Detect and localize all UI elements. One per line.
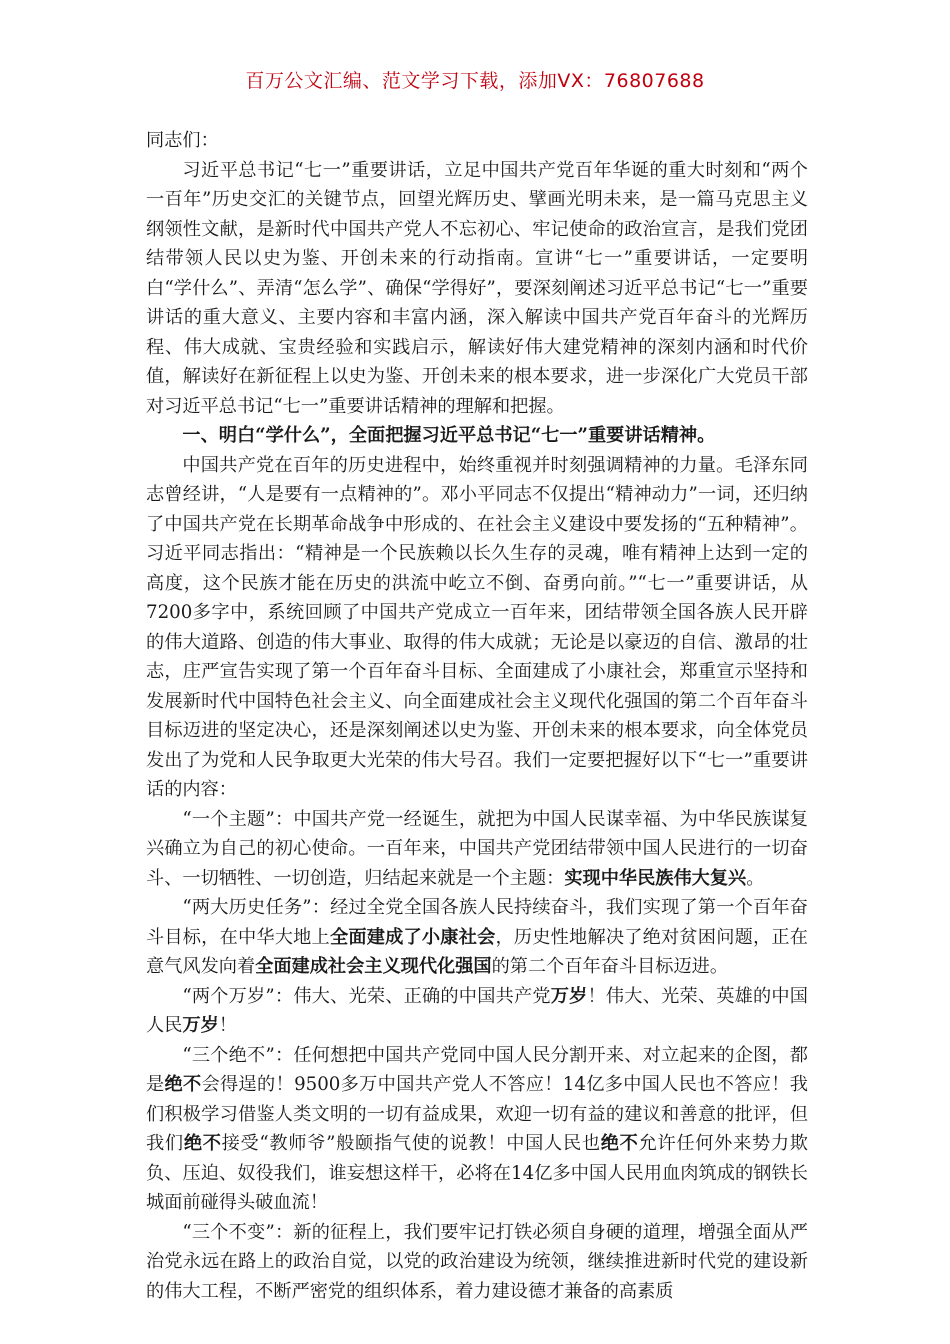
one-theme-text: “一个主题”：中国共产党一经诞生，就把为中国人民谋幸福、为中华民族谋复兴确立为自己的初心使命。一百年来，中国共产党团结带领中国人民进行的一切奋斗、一切牺牲、一切创造，归结起来就是一个主题： [146,808,808,889]
two-tasks-text-3: 的第二个百年奋斗目标迈进。 [491,956,729,977]
long-live-bold-2: 万岁 [182,1015,219,1036]
one-theme-bold: 实现中华民族伟大复兴 [564,867,747,889]
never-text-4: 允许任何外来势力欺负、压迫、奴役我们，谁妄想这样干，必将在14亿多中国人民用血肉筑成的钢铁长城面前碰得头破血流！ [146,1133,808,1213]
intro-paragraph: 习近平总书记“七一”重要讲话，立足中国共产党百年华诞的重大时刻和“两个一百年”历史交汇的关键节点，回望光辉历史、擘画光明未来，是一篇马克思主义纲领性文献，是新时代中国共产党人不忘初心、牢记使命的政治宣言，是我们党团结带领人民以史为鉴、开创未来的行动指南。宣讲“七一”重要讲话，一定要明白“学什么”、弄清“怎么学”、确保“学得好”，要深刻阐述习近平总书记“七一”重要讲话的重大意义、主要内容和丰富内涵，深入解读中国共产党百年奋斗的光辉历程、伟大成就、宝贵经验和实践启示，解读好伟大建党精神的深刻内涵和时代价值，解读好在新征程上以史为鉴、开创未来的根本要求，进一步深化广大党员干部对习近平总书记“七一”重要讲话精神的理解和把握。 [146,159,808,417]
three-never-paragraph [146,1041,808,1218]
never-bold-3: 绝不 [600,1133,639,1154]
two-tasks-paragraph [146,893,808,982]
section-1-paragraph: 中国共产党在百年的历史进程中，始终重视并时刻强调精神的力量。毛泽东同志曾经讲，“人是要有一点精神的”。邓小平同志不仅提出“精神动力”一词，还归纳了中国共产党在长期革命战争中形成的、在社会主义建设中要发扬的“五种精神”。习近平同志指出：“精神是一个民族赖以长久生存的灵魂，唯有精神上达到一定的高度，这个民族才能在历史的洪流中屹立不倒、奋勇向前。”“七一”重要讲话，从7200多字中，系统回顾了中国共产党成立一百年来，团结带领全国各族人民开辟的伟大道路、创造的伟大事业、取得的伟大成就；无论是以豪迈的自信、激昂的壮志，庄严宣告实现了第一个百年奋斗目标、全面建成了小康社会，郑重宣示坚持和发展新时代中国特色社会主义、向全面建成社会主义现代化强国的第二个百年奋斗目标迈进的坚定决心，还是深刻阐述以史为鉴、开创未来的根本要求，向全体党员发出了为党和人民争取更大光荣的伟大号召。我们一定要把握好以下“七一”重要讲话的内容： [146,454,808,800]
never-bold-2: 绝不 [183,1133,222,1154]
one-theme-paragraph [146,805,808,894]
long-live-text-3: ！ [218,1015,237,1036]
document-body [146,126,808,1306]
never-text-1: “三个绝不”：任何想把中国共产党同中国人民分割开来、对立起来的企图，都是 [146,1044,808,1095]
two-tasks-bold-2: 全面建成社会主义现代化强国 [255,956,492,977]
two-long-live-paragraph [146,982,808,1041]
two-tasks-text-2: ，历史性地解决了绝对贫困问题，正在意气风发向着 [146,926,808,977]
two-tasks-bold-1: 全面建成了小康社会 [329,926,496,948]
long-live-bold-1: 万岁 [550,985,588,1007]
one-theme-end: 。 [746,867,765,889]
long-live-text-1: “两个万岁”：伟大、光荣、正确的中国共产党 [182,985,551,1007]
salutation: 同志们： [146,130,219,151]
two-tasks-text-1: “两大历史任务”：经过全党全国各族人民持续奋斗，我们实现了第一个百年奋斗目标，在中华大地上 [146,897,808,948]
long-live-text-2: ！伟大、光荣、英雄的中国人民 [146,985,808,1036]
never-text-2: 会得逞的！9500多万中国共产党人不答应！14亿多中国人民也不答应！我们积极学习借鉴人类文明的一切有益成果，欢迎一切有益的建议和善意的批评，但我们 [146,1074,808,1154]
never-bold-1: 绝不 [164,1074,202,1095]
never-text-3: 接受“教师爷”般颐指气使的说教！中国人民也 [221,1133,601,1154]
watermark-header: 百万公文汇编、范文学习下载，添加VX：76807688 [245,70,705,92]
three-unchanged-paragraph: “三个不变”：新的征程上，我们要牢记打铁必须自身硬的道理，增强全面从严治党永远在路上的政治自觉，以党的政治建设为统领，继续推进新时代党的建设新的伟大工程，不断严密党的组织体系，着力建设德才兼备的高素质 [146,1221,808,1302]
section-heading-1: 一、明白“学什么”，全面把握习近平总书记“七一”重要讲话精神。 [182,425,716,446]
